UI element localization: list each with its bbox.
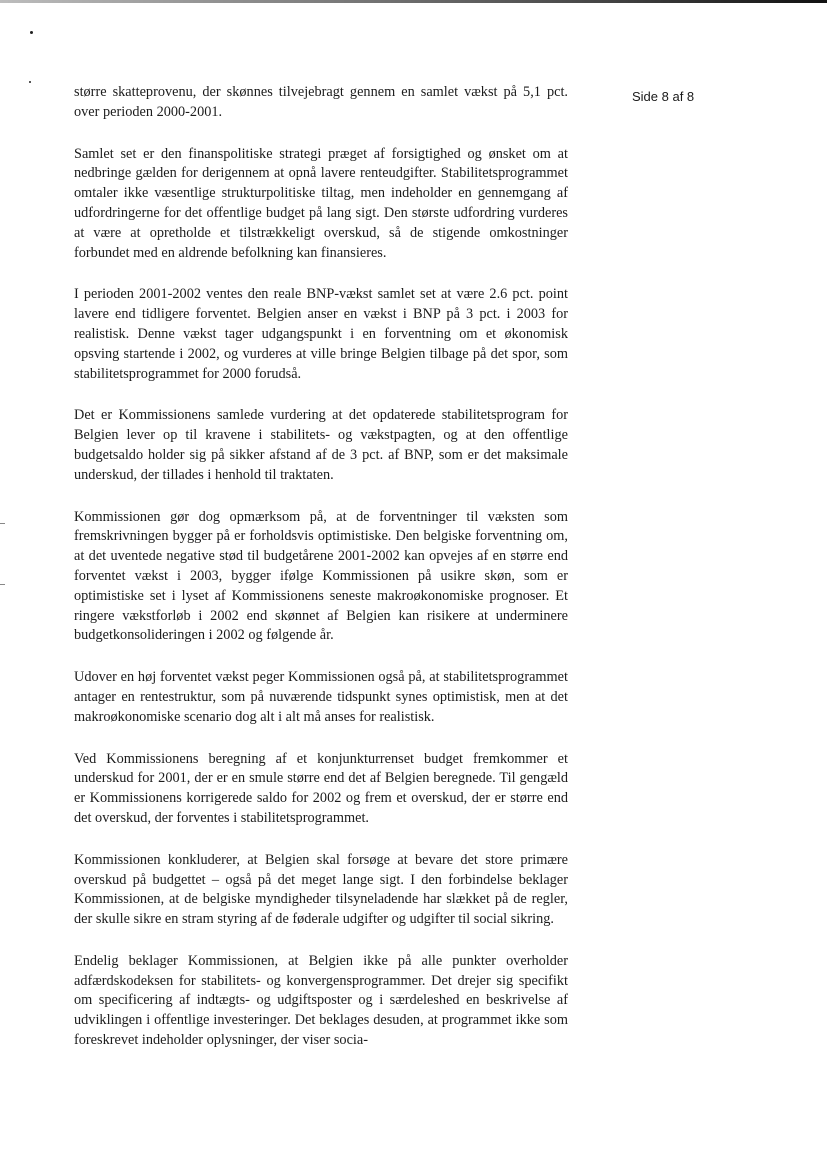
scan-speck <box>30 31 33 34</box>
scan-edge-mark <box>0 523 5 524</box>
document-body <box>74 83 568 1073</box>
scan-edge-mark <box>0 584 5 585</box>
paragraph: Det er Kommissionens samlede vurdering at det opdaterede stabilitetsprogram for Belgien lever op til kravene i stabilitets- og vækstpagten, og at den offentlige budgetsaldo holder sig på sikker afstand af de 3 pct. af BNP, som er det maksimale underskud, der tillades i henhold til traktaten. <box>74 407 568 483</box>
scan-speck <box>29 81 31 83</box>
page-number: Side 8 af 8 <box>632 89 695 104</box>
paragraph: Samlet set er den finanspolitiske strategi præget af forsigtighed og ønsket om at nedbringe gælden for derigennem at opnå lavere renteudgifter. Stabilitetsprogrammet omtaler ikke væsentlige strukturpolitiske tiltag, men indeholder en gennemgang af udfordringerne for det offentlige budget på lang sigt. Den største udfordring vurderes at være at opretholde et tilstrækkeligt overskud, så de stigende omkostninger forbundet med en aldrende befolkning kan finansieres. <box>74 145 568 261</box>
paragraph: større skatteprovenu, der skønnes tilvejebragt gennem en samlet vækst på 5,1 pct. over perioden 2000-2001. <box>74 84 568 120</box>
paragraph: Udover en høj forventet vækst peger Kommissionen også på, at stabilitetsprogrammet antager en rentestruktur, som på nuværende tidspunkt synes optimistisk, men at det makroøkonomiske scenario dog alt i alt må anses for realistisk. <box>74 669 568 725</box>
paragraph: Kommissionen konkluderer, at Belgien skal forsøge at bevare det store primære overskud på budgettet – også på det meget lange sigt. I den forbindelse beklager Kommissionen, at de belgiske myndigheder tilsyneladende har slækket på de regler, der skulle sikre en stram styring af de føderale udgifter og udgifter til social sikring. <box>74 851 568 928</box>
paragraph: Endelig beklager Kommissionen, at Belgien ikke på alle punkter overholder adfærdskodeksen for stabilitets- og konvergensprogrammer. Det drejer sig specifikt om specificering af indtægts- og udgiftsposter og i særdeleshed en beskrivelse af udviklingen i offentlige investeringer. Det beklages desuden, at programmet ikke som foreskrevet indeholder oplysninger, der viser socia- <box>74 952 568 1049</box>
paragraph: Ved Kommissionens beregning af et konjunkturrenset budget fremkommer et underskud for 2001, der er en smule større end det af Belgien beregnede. Til gengæld er Kommissionens korrigerede saldo for 2002 og frem et overskud, der er større end det overskud, der forventes i stabilitetsprogrammet. <box>74 750 568 826</box>
paragraph: Kommissionen gør dog opmærksom på, at de forventninger til væksten som fremskrivningen bygger på er forholdsvis optimistiske. Den belgiske forventning om, at det uventede negative stød til budgetårene 2001-2002 kan opvejes af en større end forventet vækst i 2003, bygger ifølge Kommissionen på usikre skøn, som er optimistiske set i lyset af Kommissionens seneste makroøkonomiske prognoser. Et ringere vækstforløb i 2002 end skønnet af Belgien kan risikere at underminere budgetkonsolideringen i 2002 og følgende år. <box>74 508 568 644</box>
scan-top-edge <box>0 0 827 3</box>
paragraph: I perioden 2001-2002 ventes den reale BNP-vækst samlet set at være 2.6 pct. point lavere end tidligere forventet. Belgien anser en vækst i BNP på 3 pct. i 2003 for realistisk. Denne vækst tager udgangspunkt i en forventning om et økonomisk opsving startende i 2002, og vurderes at ville bringe Belgien tilbage på det spor, som stabilitetsprogrammet for 2000 forudså. <box>74 286 568 382</box>
